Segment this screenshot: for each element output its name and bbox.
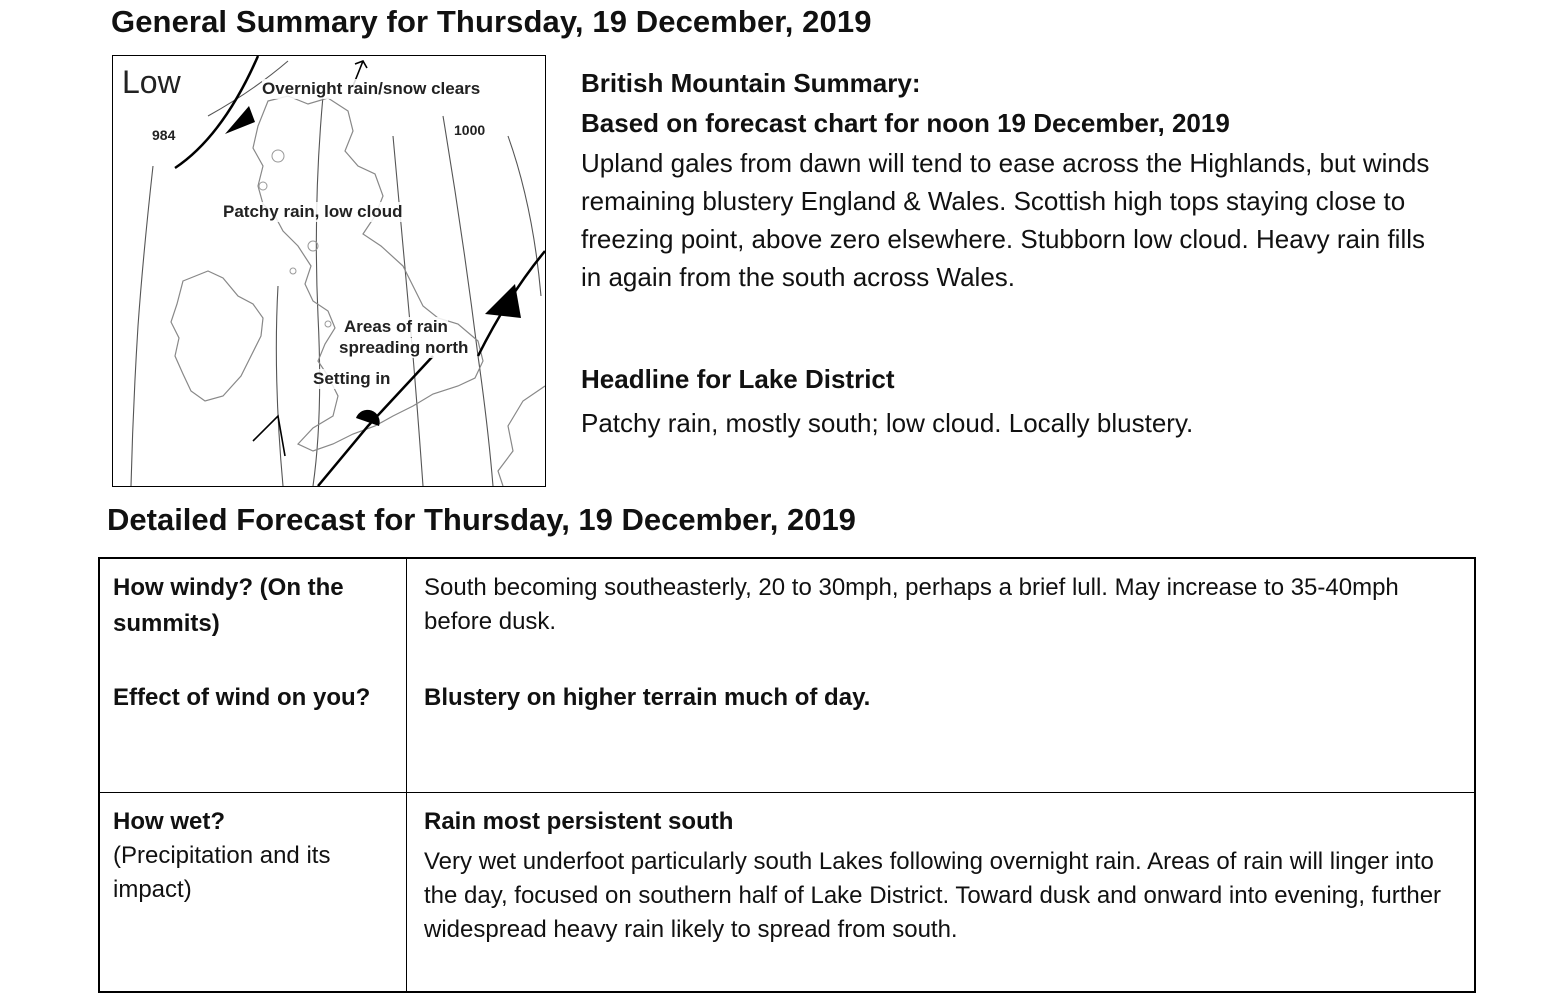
rain-heading: Rain most persistent south [424,807,734,835]
how-wet-label: How wet? [113,807,225,835]
ireland-outline [171,271,263,401]
isobar-line [276,286,283,486]
wet-label-cell [99,792,407,992]
rain-description: Very wet underfoot particularly south Lakes following overnight rain. Areas of rain will linger into the day, focused on southern half of Lake District. Toward dusk and onward into evening, further widespread heavy rain likely to spread from south. [424,847,1442,943]
precipitation-label: (Precipitation and its impact) [113,841,331,903]
island-outline [290,268,296,274]
continent-outline [498,386,545,486]
forecast-chart-drawing [113,56,545,486]
cold-front-symbol [485,284,521,318]
isobar-line [508,136,541,296]
mountain-summary-heading: British Mountain Summary: [581,68,921,98]
island-outline [325,321,331,327]
wind-effect-value: Blustery on higher terrain much of day. [424,684,871,711]
lake-district-headline [581,364,1461,442]
island-outline [259,182,267,190]
mountain-summary-body: Upland gales from dawn will tend to ease across the Highlands, but winds remaining blustery England & Wales. Scottish high tops staying close to freezing point, above zero elsewhere. Stubborn low cloud. Heavy rain fills in again from the south across Wales. [581,148,1430,292]
map-label-overnight: Overnight rain/snow clears [262,79,481,98]
warm-front-symbol [356,410,380,426]
map-label-areas-2: spreading north [339,338,469,357]
wind-effect-label: Effect of wind on you? [113,684,371,711]
isobar-1000-label: 1000 [454,122,486,138]
wind-description: South becoming southeasterly, 20 to 30mph, perhaps a brief lull. May increase to 35-40mph before dusk. [424,574,1399,635]
lake-district-heading: Headline for Lake District [581,364,895,394]
isobar-line [131,166,153,486]
table-row-wind [99,558,1475,792]
how-windy-label: How windy? (On the summits) [113,574,344,637]
map-label-areas-1: Areas of rain [344,317,448,336]
isobar-line [443,116,493,486]
isobar-line [393,136,423,486]
wet-value-cell [407,792,1476,992]
wind-value-cell [407,558,1476,792]
wind-label-cell [99,558,407,792]
forecast-chart-map [112,55,546,487]
mountain-summary [581,68,1461,296]
detailed-forecast-table [98,557,1476,993]
table-row-wet [99,792,1475,992]
isobar-984-label: 984 [152,127,176,143]
map-label-setting: Setting in [313,369,391,388]
general-summary-title: General Summary for Thursday, 19 December, 2019 [111,4,872,39]
map-label-patchy: Patchy rain, low cloud [223,202,403,221]
mountain-summary-subheading: Based on forecast chart for noon 19 December, 2019 [581,108,1230,138]
low-pressure-label: Low [122,64,181,100]
lake-district-body: Patchy rain, mostly south; low cloud. Locally blustery. [581,408,1194,438]
detailed-forecast-title: Detailed Forecast for Thursday, 19 December, 2019 [107,502,856,537]
island-outline [272,150,284,162]
